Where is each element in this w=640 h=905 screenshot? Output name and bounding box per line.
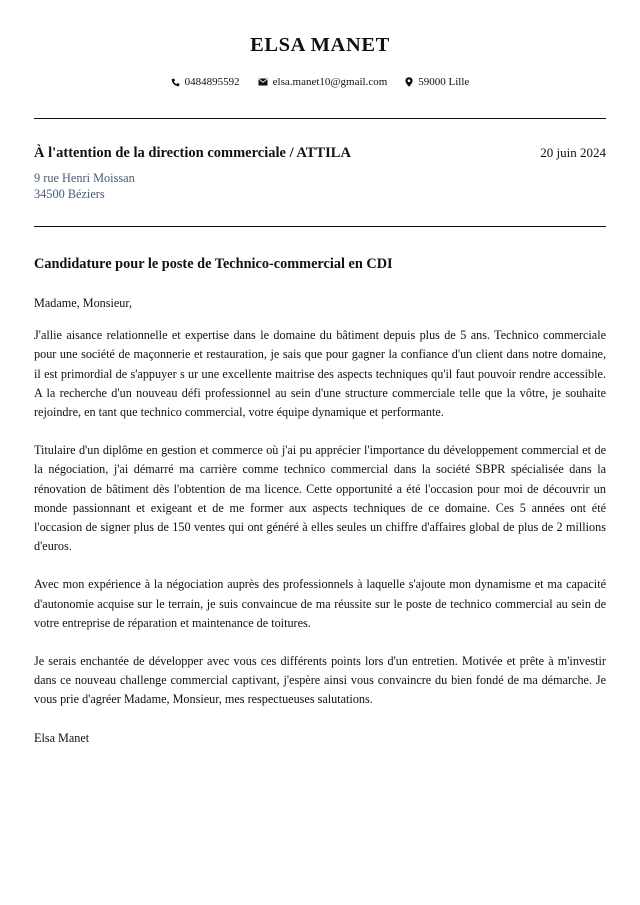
location-pin-icon [405,77,413,87]
body-paragraph-4: Je serais enchantée de développer avec vous ces différents points lors d'un entretien. Motivée et prête à m'investir dans ce nouveau challenge commercial captivant, j'espère ainsi vous convaincre du bien fondé de ma démarche. Je vous prie d'agréer Madame, Monsieur, mes respectueuses salutations. [34,654,606,707]
phone-icon [171,78,180,87]
salutation: Madame, Monsieur, [34,296,133,310]
contact-info [0,76,640,88]
location-text: 59000 Lille [418,76,470,88]
mail-icon [258,78,268,86]
contact-email [258,76,388,88]
header-divider [34,118,606,119]
body-paragraph-2: Titulaire d'un diplôme en gestion et commerce où j'ai pu apprécier l'importance du développement commercial et de la négociation, j'ai démarré ma carrière comme technico commercial dans la société SBPR spécialisée dans la rénovation de bâtiment dès l'obtention de ma licence. Cette opportunité a été l'occasion pour moi de découvrir un monde passionnant et exigeant et de me former aux aspects techniques de ce domaine. Ces 5 années ont été l'occasion de signer plus de 150 ventes qui ont généré à elles seules un chiffre d'affaires global de plus de 2 millions d'euros. [34,443,606,554]
applicant-name: ELSA MANET [250,34,390,56]
address-line-1: 9 rue Henri Moissan [34,171,135,185]
contact-phone [171,76,240,88]
phone-number: 0484895592 [184,76,240,88]
email-address: elsa.manet10@gmail.com [272,76,388,88]
signature: Elsa Manet [34,730,90,745]
recipient-title: À l'attention de la direction commerciale / ATTILA [34,145,351,161]
recipient-divider [34,226,606,227]
body-paragraph-3: Avec mon expérience à la négociation auprès des professionnels à laquelle s'ajoute mon dynamisme et ma capacité d'autonomie acquise sur le terrain, je suis convaincue de ma réussite sur le poste de technico commercial au sein de votre entreprise de réparation et maintenance de toitures. [34,577,606,630]
recipient-address [34,171,135,202]
letter-subject: Candidature pour le poste de Technico-commercial en CDI [34,256,393,272]
address-line-2: 34500 Béziers [34,186,105,201]
letter-date: 20 juin 2024 [540,145,606,160]
contact-location [405,76,469,88]
letter-body [34,294,606,748]
body-paragraph-1: J'allie aisance relationnelle et expertise dans le domaine du bâtiment depuis plus de 5 ans. Technico commerciale pour une société de maçonnerie et restauration, je sais que pour gagner la confiance d'un client dans notre domaine, il est primordial de s'appuyer s ur une excellente maitrise des aspects techniques qu'il faut pouvoir rendre accessible. A la recherche d'un nouveau défi professionnel au sein d'une structure commerciale telle que la vôtre, je souhaite rejoindre, en tant que technico commercial, votre équipe dynamique et performante. [34,328,606,420]
